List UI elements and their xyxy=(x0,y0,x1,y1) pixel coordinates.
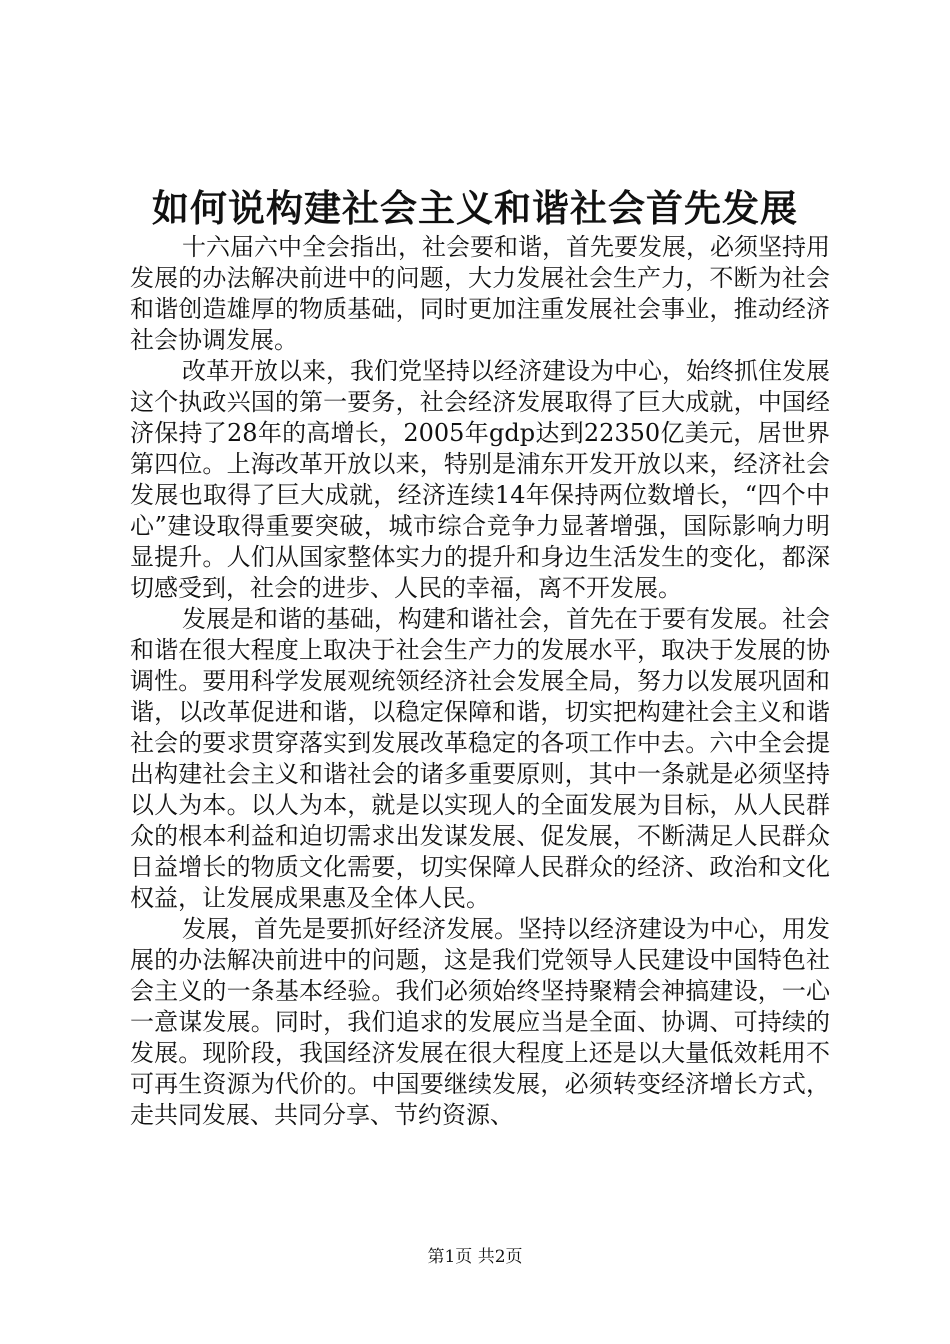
paragraph-2: 改革开放以来，我们党坚持以经济建设为中心，始终抓住发展这个执政兴国的第一要务，社会经济发展取得了巨大成就，中国经济保持了28年的高增长，2005年gdp达到22350亿美元，居世界第四位。上海改革开放以来，特别是浦东开发开放以来，经济社会发展也取得了巨大成就，经济连续14年保持两位数增长，“四个中心”建设取得重要突破，城市综合竞争力显著增强，国际影响力明显提升。人们从国家整体实力的提升和身边生活发生的变化，都深切感受到，社会的进步、人民的幸福，离不开发展。 xyxy=(130,357,830,602)
page-title: 如何说构建社会主义和谐社会首先发展 xyxy=(152,186,798,230)
page-footer: 第1页 共2页 xyxy=(427,1247,523,1267)
paragraph-3: 发展是和谐的基础，构建和谐社会，首先在于要有发展。社会和谐在很大程度上取决于社会生产力的发展水平，取决于发展的协调性。要用科学发展观统领经济社会发展全局，努力以发展巩固和谐，以改革促进和谐，以稳定保障和谐，切实把构建社会主义和谐社会的要求贯穿落实到发展改革稳定的各项工作中去。六中全会提出构建社会主义和谐社会的诸多重要原则，其中一条就是必须坚持以人为本。以人为本，就是以实现人的全面发展为目标，从人民群众的根本利益和迫切需求出发谋发展、促发展，不断满足人民群众日益增长的物质文化需要，切实保障人民群众的经济、政治和文化权益，让发展成果惠及全体人民。 xyxy=(130,605,830,912)
paragraph-4: 发展，首先是要抓好经济发展。坚持以经济建设为中心，用发展的办法解决前进中的问题，这是我们党领导人民建设中国特色社会主义的一条基本经验。我们必须始终坚持聚精会神搞建设，一心一意谋发展。同时，我们追求的发展应当是全面、协调、可持续的发展。现阶段，我国经济发展在很大程度上还是以大量低效耗用不可再生资源为代价的。中国要继续发展，必须转变经济增长方式，走共同发展、共同分享、节约资源、 xyxy=(130,915,830,1129)
paragraph-1: 十六届六中全会指出，社会要和谐，首先要发展，必须坚持用发展的办法解决前进中的问题，大力发展社会生产力，不断为社会和谐创造雄厚的物质基础，同时更加注重发展社会事业，推动经济社会协调发展。 xyxy=(130,233,830,354)
body-text xyxy=(130,232,830,1131)
